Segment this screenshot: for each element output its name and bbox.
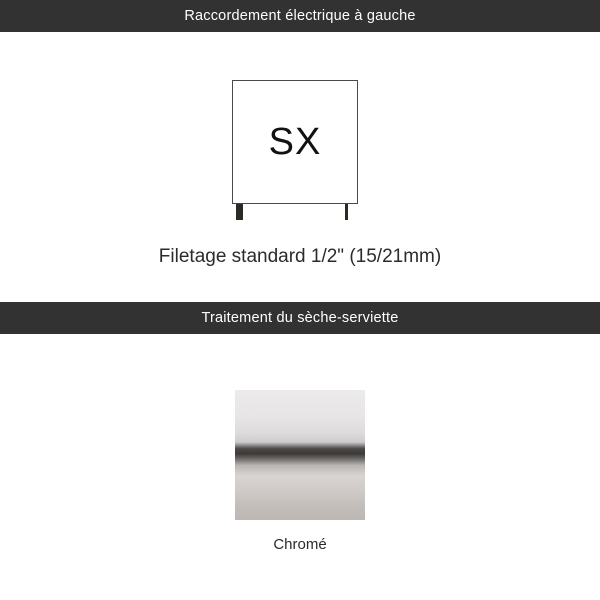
connection-section: [0, 0, 600, 274]
connection-diagram: [232, 80, 368, 228]
connection-box: [232, 80, 358, 204]
pipe-left-icon: [236, 204, 243, 220]
section-divider: [0, 274, 600, 302]
pipe-right-icon: [345, 204, 348, 220]
finish-section-header: Traitement du sèche-serviette: [0, 302, 600, 334]
finish-swatch-chrome[interactable]: [235, 390, 365, 520]
connection-section-header: Raccordement électrique à gauche: [0, 0, 600, 32]
finish-section-body: [0, 334, 600, 553]
finish-section: [0, 302, 600, 553]
finish-swatch-label: Chromé: [273, 536, 327, 553]
connection-code-label: SX: [268, 121, 322, 163]
connection-section-body: [0, 32, 600, 274]
connection-caption: Filetage standard 1/2" (15/21mm): [158, 246, 442, 267]
